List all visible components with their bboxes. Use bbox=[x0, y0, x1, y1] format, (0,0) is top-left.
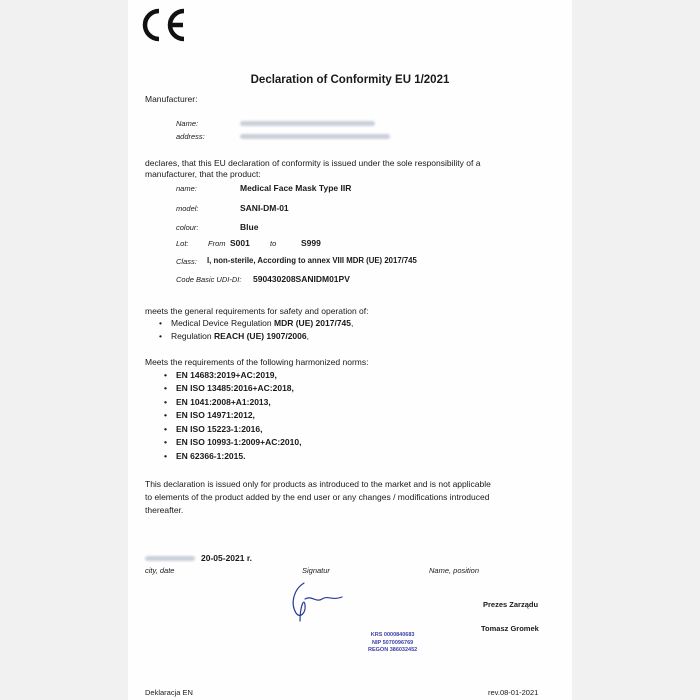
product-udi-value: 590430208SANIDM01PV bbox=[253, 274, 350, 284]
company-stamp: KRS 0000840683 NIP 5070096769 REGON 386032452 bbox=[368, 632, 418, 653]
name-position-label: Name, position bbox=[429, 566, 480, 575]
footer-right: rev.08-01-2021 bbox=[488, 688, 539, 697]
city-date-label: city, date bbox=[145, 566, 175, 575]
document-page bbox=[128, 0, 572, 700]
declares-line-2: manufacturer, that the product: bbox=[145, 169, 261, 179]
product-lot-label: Lot: bbox=[176, 239, 189, 248]
norm-item: • EN ISO 15223-1:2016, bbox=[176, 424, 262, 434]
lot-to-label: to bbox=[270, 239, 277, 248]
norm-item: • EN ISO 10993-1:2009+AC:2010, bbox=[176, 437, 301, 447]
requirements-intro: meets the general requirements for safety and operation of: bbox=[145, 306, 369, 316]
redacted-address bbox=[240, 134, 390, 139]
redacted-city bbox=[145, 556, 195, 561]
product-model-label: model: bbox=[176, 204, 199, 213]
declares-line-1: declares, that this EU declaration of conformity is issued under the sole responsibility of a bbox=[145, 158, 481, 168]
lot-from-value: S001 bbox=[230, 238, 250, 248]
right-margin bbox=[572, 0, 700, 700]
norm-item: • EN 14683:2019+AC:2019, bbox=[176, 370, 277, 380]
ce-mark-logo bbox=[137, 6, 189, 44]
signature-date: 20-05-2021 r. bbox=[201, 553, 253, 563]
product-class-label: Class: bbox=[176, 257, 197, 266]
manufacturer-heading: Manufacturer: bbox=[145, 94, 198, 104]
signatur-label: Signatur bbox=[302, 566, 330, 575]
manufacturer-name-label: Name: bbox=[176, 119, 199, 128]
requirement-item: • Regulation REACH (UE) 1907/2006, bbox=[171, 331, 309, 341]
footer-left: Deklaracja EN bbox=[145, 688, 193, 697]
handwritten-signature bbox=[286, 577, 346, 622]
lot-from-label: From bbox=[208, 239, 226, 248]
product-class-value: I, non-sterile, According to annex VIII MDR (UE) 2017/745 bbox=[207, 256, 417, 265]
signatory-position: Prezes Zarządu bbox=[483, 600, 539, 609]
disclaimer-line-2: to elements of the product added by the end user or any changes / modifications introduced bbox=[145, 492, 490, 502]
left-margin bbox=[0, 0, 128, 700]
norm-item: • EN ISO 13485:2016+AC:2018, bbox=[176, 383, 294, 393]
lot-to-value: S999 bbox=[301, 238, 321, 248]
requirement-item: • Medical Device Regulation MDR (UE) 2017/745, bbox=[171, 318, 353, 328]
signatory-name: Tomasz Gromek bbox=[481, 624, 539, 633]
redacted-name bbox=[240, 121, 375, 126]
product-name-label: name: bbox=[176, 184, 197, 193]
product-model-value: SANI-DM-01 bbox=[240, 203, 289, 213]
product-name-value: Medical Face Mask Type IIR bbox=[240, 183, 352, 193]
product-colour-label: colour: bbox=[176, 223, 199, 232]
norm-item: • EN 62366-1:2015. bbox=[176, 451, 245, 461]
norms-intro: Meets the requirements of the following harmonized norms: bbox=[145, 357, 369, 367]
product-udi-label: Code Basic UDI-DI: bbox=[176, 275, 242, 284]
disclaimer-line-3: thereafter. bbox=[145, 505, 184, 515]
product-colour-value: Blue bbox=[240, 222, 259, 232]
manufacturer-address-label: address: bbox=[176, 132, 205, 141]
document-title: Declaration of Conformity EU 1/2021 bbox=[250, 74, 450, 86]
disclaimer-line-1: This declaration is issued only for products as introduced to the market and is not applicable bbox=[145, 479, 491, 489]
norm-item: • EN ISO 14971:2012, bbox=[176, 410, 255, 420]
norm-item: • EN 1041:2008+A1:2013, bbox=[176, 397, 271, 407]
